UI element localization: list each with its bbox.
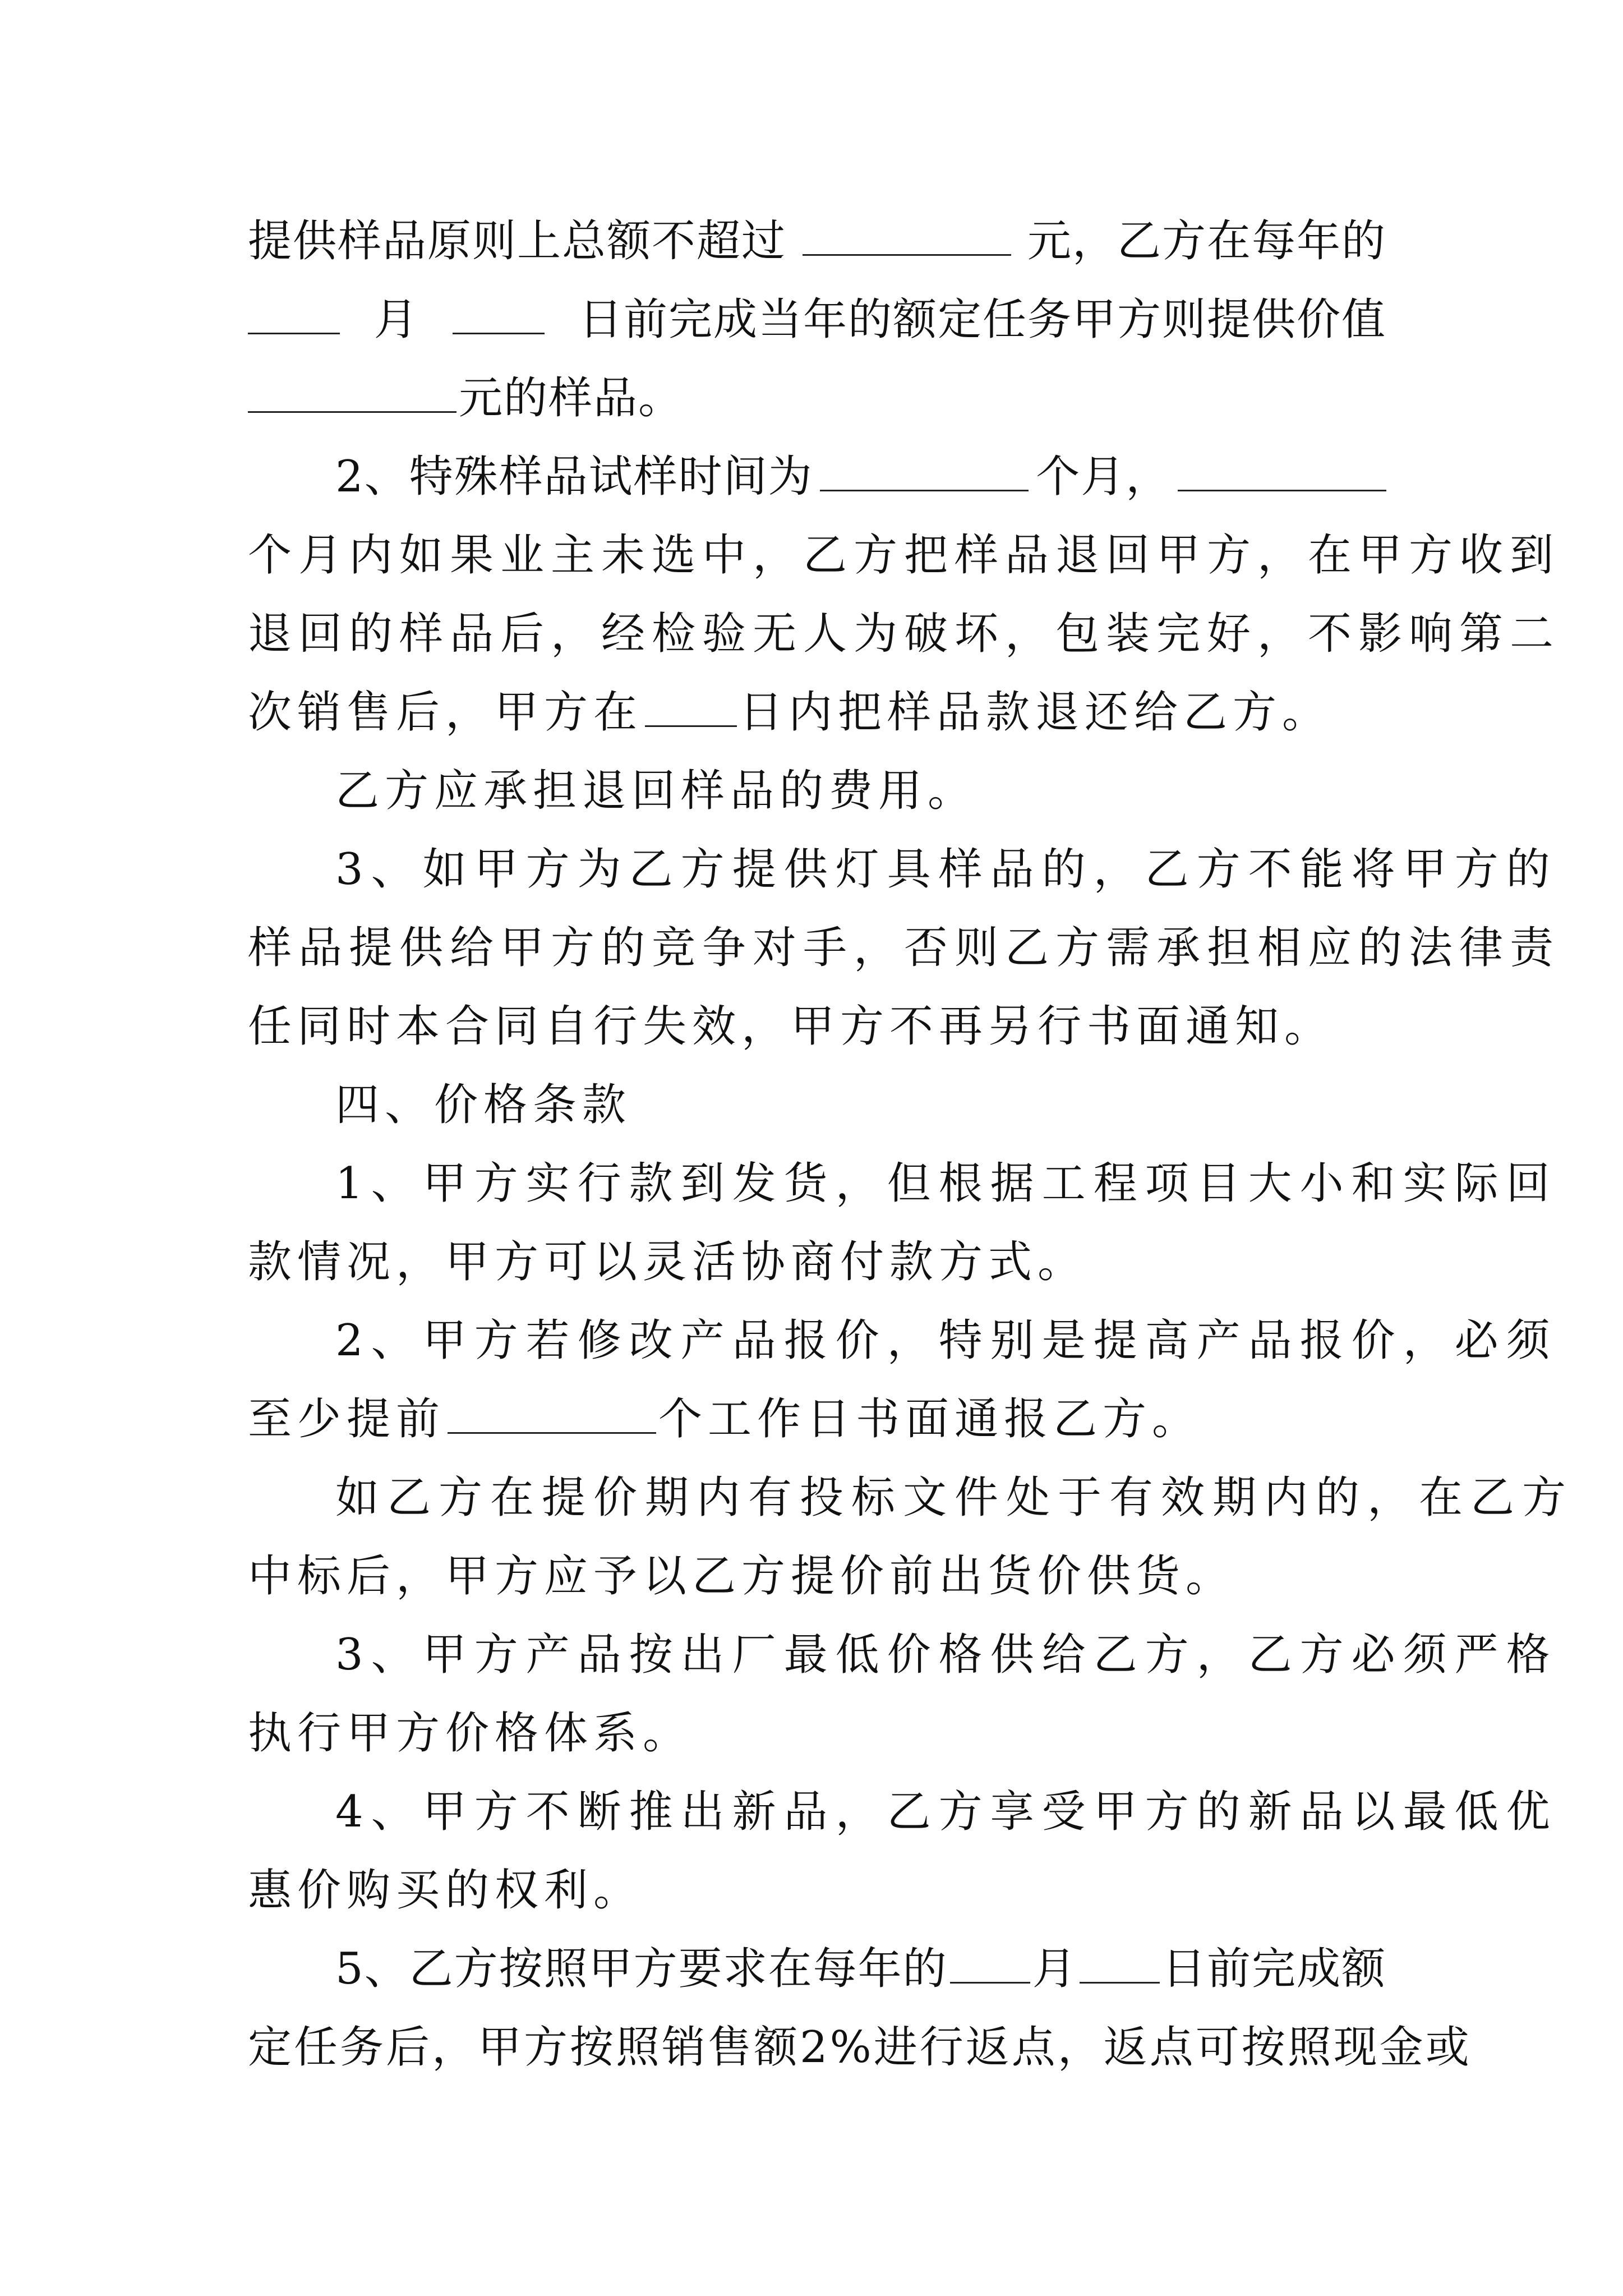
text-segment: 个月内如果业主未选中，乙方把样品退回甲方，在甲方收到 [248,530,1561,581]
text-segment: 款情况，甲方可以灵活协商付款方式。 [248,1237,1087,1287]
text-segment: 退回的样品后，经检验无人为破坏，包装完好，不影响第二 [248,609,1561,659]
text-segment: 乙方应承担退回样品的费用。 [335,766,978,816]
blank-field [1178,455,1386,491]
blank-field [1080,1947,1160,1984]
text-line [248,987,1386,1066]
text-segment: 4、甲方不断推出新品，乙方享受甲方的新品以最低优 [335,1787,1558,1837]
text-segment: 元的样品。 [459,373,684,424]
text-line [248,1380,1386,1458]
text-segment: 日前完成当年的额定任务甲方则提供价值 [578,295,1386,345]
text-line [248,202,1386,280]
text-segment: 5、乙方按照甲方要求在每年的 [335,1944,948,1994]
text-line [248,1773,1558,1851]
text-line [248,1694,1386,1773]
text-segment: 定任务后，甲方按照销售额2%进行返点，返点可按照现金或 [248,2022,1472,2073]
text-line [248,1144,1558,1223]
text-line [248,1301,1558,1380]
document-page [248,202,1574,2087]
text-segment: 3、如甲方为乙方提供灯具样品的，乙方不能将甲方的 [335,844,1558,895]
text-segment: 个工作日书面通报乙方。 [658,1394,1202,1444]
text-line [248,516,1561,595]
text-line [248,2008,1472,2087]
blank-field [248,298,340,334]
text-segment: 2、甲方若修改产品报价，特别是提高产品报价，必须 [335,1315,1558,1366]
text-segment: 1、甲方实行款到发货，但根据工程项目大小和实际回 [335,1158,1558,1209]
text-segment: 月 [1032,1944,1077,1994]
text-segment: 日内把样品款退还给乙方。 [739,687,1332,738]
text-segment: 次销售后，甲方在 [248,687,643,738]
text-segment: 至少提前 [248,1394,446,1444]
text-line [248,438,1386,516]
text-segment: 任同时本合同自行失效，甲方不再另行书面通知。 [248,1001,1334,1052]
text-line [248,359,1386,438]
text-segment: 日前完成额 [1161,1944,1386,1994]
blank-field [820,455,1029,491]
text-line [248,673,1386,752]
text-segment: 提供样品原则上总额不超过 [248,216,787,266]
blank-field [448,1397,656,1434]
text-line [248,1458,1574,1537]
text-line [248,1616,1558,1694]
text-segment: 元，乙方在每年的 [1027,216,1386,266]
text-line [248,830,1558,909]
text-line [248,1537,1386,1616]
text-segment: 中标后，甲方应予以乙方提价前出货价供货。 [248,1551,1235,1602]
text-segment: 个月， [1036,452,1171,502]
text-segment: 四、价格条款 [335,1080,632,1130]
text-line [248,1851,1386,1930]
text-line [248,595,1561,673]
blank-field [453,298,545,334]
text-segment: 样品提供给甲方的竞争对手，否则乙方需承担相应的法律责 [248,923,1561,973]
text-segment: 执行甲方价格体系。 [248,1708,693,1759]
section-heading [248,1066,1386,1144]
text-segment: 如乙方在提价期内有投标文件处于有效期内的，在乙方 [335,1473,1574,1523]
text-line [248,280,1386,359]
text-line [248,1930,1386,2008]
blank-field [248,376,457,413]
blank-field [803,219,1011,256]
blank-field [950,1947,1030,1984]
text-line [248,752,1386,830]
text-line [248,909,1561,987]
text-segment: 月 [374,295,419,345]
text-segment: 2、特殊样品试样时间为 [335,452,813,502]
text-segment: 惠价购买的权利。 [248,1865,643,1916]
text-line [248,1223,1386,1301]
blank-field [645,691,737,727]
text-segment: 3、甲方产品按出厂最低价格供给乙方，乙方必须严格 [335,1630,1558,1680]
